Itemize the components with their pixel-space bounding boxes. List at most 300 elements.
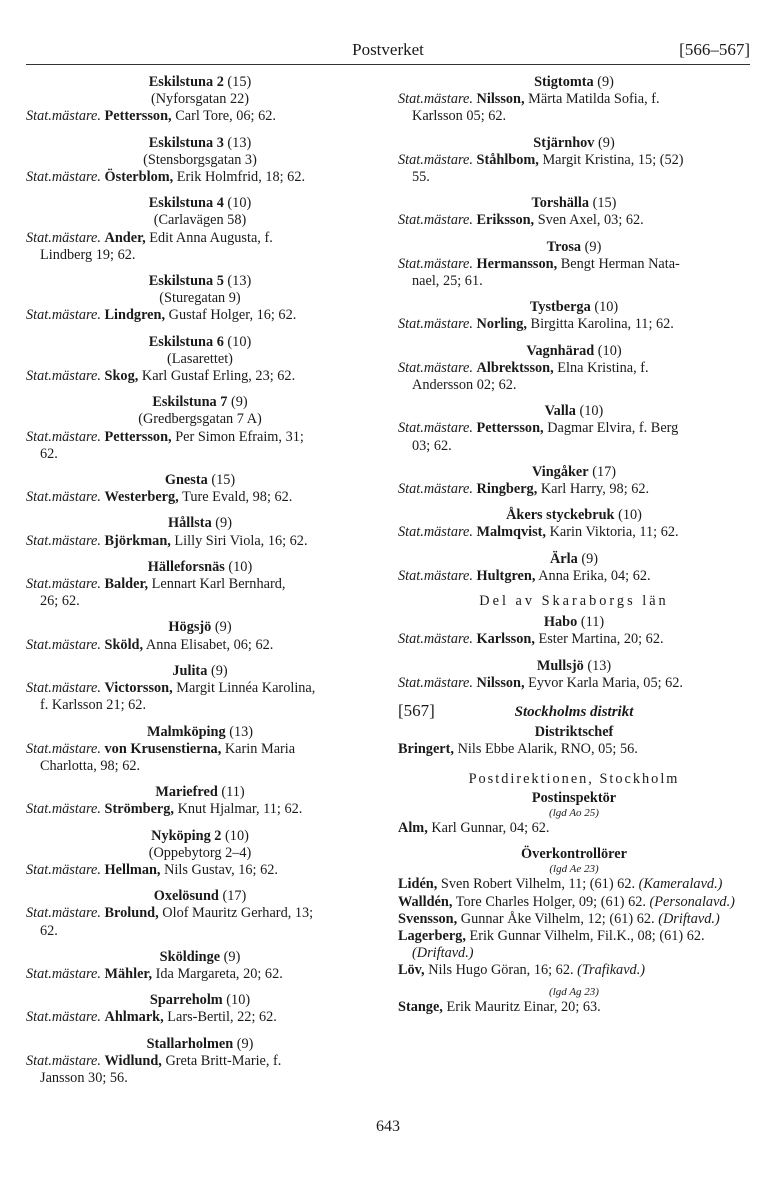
station-entry [26, 1036, 374, 1088]
spacer [26, 264, 374, 273]
station-grade-number: (9) [598, 134, 615, 151]
station-entry [26, 472, 374, 506]
staff-line [26, 533, 374, 550]
station-name: Habo [543, 614, 578, 631]
spacer [398, 394, 750, 403]
person-surname: Svensson, [398, 910, 458, 927]
station-name: Stjärnhov [533, 134, 595, 151]
staff-details: Ture Evald, 98; 62. [182, 489, 293, 506]
postinspektor-entry [398, 820, 750, 837]
running-title: Postverket [352, 40, 424, 59]
station-entry [398, 614, 750, 648]
station-heading [26, 559, 374, 576]
right-column [398, 74, 750, 1016]
staff-title: Stat.mästare. [398, 212, 473, 229]
left-column [26, 74, 374, 1087]
staff-surname: Eriksson, [476, 212, 535, 229]
spacer [398, 649, 750, 658]
staff-details: Knut Hjalmar, 11; 62. [177, 801, 303, 818]
station-entry [26, 724, 374, 776]
station-grade-number: (10) [618, 507, 642, 524]
staff-details: Anna Elisabet, 06; 62. [145, 636, 274, 653]
station-entry [26, 949, 374, 983]
spacer [398, 186, 750, 195]
station-name: Sköldinge [159, 948, 221, 965]
staff-surname: Ringberg, [476, 481, 538, 498]
staff-surname: Ander, [104, 229, 146, 246]
station-grade-number: (10) [228, 558, 253, 575]
station-name: Eskilstuna 7 [152, 394, 228, 411]
staff-title: Stat.mästare. [26, 169, 101, 186]
postinspektor-grade: (lgd Ao 25) [549, 806, 599, 819]
person-details: Erik Mauritz Einar, 20; 63. [446, 998, 601, 1015]
station-name: Stallarholmen [146, 1035, 234, 1052]
staff-details: Lilly Siri Viola, 16; 62. [174, 532, 308, 549]
spacer [26, 385, 374, 394]
station-heading [398, 464, 750, 481]
staff-title: Stat.mästare. [26, 965, 101, 982]
staff-surname: von Krusenstierna, [104, 740, 222, 757]
station-heading [26, 74, 374, 91]
staff-line [398, 316, 750, 333]
station-heading [398, 343, 750, 360]
station-grade-number: (13) [229, 723, 254, 740]
staff-details: Dagmar Elvira, f. Berg [547, 420, 679, 437]
person-surname: Walldén, [398, 893, 453, 910]
station-heading [26, 394, 374, 411]
overkontrollorer-role: Överkontrollörer [521, 846, 627, 863]
station-heading [26, 135, 374, 152]
person-details: Sven Robert Vilhelm, 11; (61) 62. [440, 876, 636, 893]
county-heading: Del av Skaraborgs län [479, 593, 669, 610]
spacer [398, 290, 750, 299]
person-department: (Driftavd.) [412, 945, 474, 962]
station-heading [398, 507, 750, 524]
station-heading [26, 472, 374, 489]
spacer [26, 463, 374, 472]
staff-details: Eyvor Karla Maria, 05; 62. [528, 674, 684, 691]
station-entry [398, 195, 750, 229]
staff-line [26, 169, 374, 186]
person-surname: Bringert, [398, 741, 454, 758]
staff-title: Stat.mästare. [26, 489, 101, 506]
station-heading [26, 888, 374, 905]
staff-details: Ida Margareta, 20; 62. [155, 965, 283, 982]
spacer [26, 654, 374, 663]
person-details: Erik Gunnar Vilhelm, Fil.K., 08; (61) 62. [469, 927, 705, 944]
staff-surname: Nilsson, [476, 674, 525, 691]
staff-line [398, 360, 750, 377]
station-address: (Lasarettet) [167, 350, 233, 367]
station-grade-number: (15) [211, 472, 236, 489]
station-name: Ärla [549, 550, 578, 567]
station-entry [398, 299, 750, 333]
station-heading [26, 195, 374, 212]
person-surname: Alm, [398, 819, 428, 836]
station-entry [398, 343, 750, 395]
station-name: Gnesta [164, 472, 208, 489]
staff-line [398, 524, 750, 541]
station-address: (Sturegatan 9) [159, 290, 241, 307]
staff-surname: Balder, [104, 576, 149, 593]
station-name: Sparreholm [149, 992, 223, 1009]
staff-details: Per Simon Efraim, 31; [175, 428, 304, 445]
staff-line-continued: Karlsson 05; 62. [412, 108, 507, 125]
staff-surname: Hultgren, [476, 567, 536, 584]
staff-details: Karin Viktoria, 11; 62. [549, 524, 679, 541]
spacer [398, 542, 750, 551]
staff-details: Anna Erika, 04; 62. [538, 567, 651, 584]
staff-line-continued: Andersson 02; 62. [412, 377, 517, 394]
staff-line-continued: 62. [40, 445, 58, 462]
staff-line [26, 680, 374, 697]
station-heading [398, 658, 750, 675]
station-entry [26, 74, 374, 126]
staff-surname: Westerberg, [104, 489, 179, 506]
staff-title: Stat.mästare. [398, 567, 473, 584]
staff-details: Märta Matilda Sofia, f. [528, 91, 660, 108]
office-heading: Postdirektionen, Stockholm [468, 770, 680, 787]
staff-line [398, 675, 750, 692]
staff-details: Birgitta Karolina, 11; 62. [530, 316, 674, 333]
staff-line [26, 368, 374, 385]
spacer [26, 506, 374, 515]
staff-details: Bengt Herman Nata- [560, 255, 680, 272]
station-name: Hållsta [168, 515, 212, 532]
station-heading [26, 619, 374, 636]
staff-details: Edit Anna Augusta, f. [149, 229, 273, 246]
staff-details: Gustaf Holger, 16; 62. [168, 307, 297, 324]
station-entry [26, 559, 374, 611]
station-name: Vagnhärad [526, 342, 595, 359]
staff-line [26, 307, 374, 324]
spacer [26, 610, 374, 619]
staff-line [26, 741, 374, 758]
staff-line-continued: 62. [40, 922, 58, 939]
header-rule [26, 64, 750, 65]
station-name: Trosa [546, 238, 582, 255]
station-heading [26, 949, 374, 966]
staff-line [398, 481, 750, 498]
staff-details: Ester Martina, 20; 62. [538, 631, 664, 648]
station-address: (Oppebytorg 2–4) [148, 844, 252, 861]
staff-line [26, 905, 374, 922]
station-entry [398, 464, 750, 498]
staff-surname: Norling, [476, 316, 527, 333]
station-entry [26, 619, 374, 653]
station-name: Vingåker [531, 463, 589, 480]
station-heading [26, 784, 374, 801]
staff-title: Stat.mästare. [26, 680, 101, 697]
spacer [26, 325, 374, 334]
station-name: Julita [172, 662, 208, 679]
station-entry [26, 334, 374, 386]
staff-details: Nils Gustav, 16; 62. [164, 861, 278, 878]
person-details: Nils Hugo Göran, 16; 62. [428, 962, 574, 979]
person-department: (Personalavd.) [649, 893, 735, 910]
staff-surname: Victorsson, [104, 680, 173, 697]
station-heading [398, 239, 750, 256]
staff-details: Margit Linnéa Karolina, [176, 680, 316, 697]
station-grade-number: (10) [227, 195, 252, 212]
staff-title: Stat.mästare. [398, 255, 473, 272]
station-entry [398, 403, 750, 455]
staff-surname: Österblom, [104, 169, 174, 186]
station-name: Eskilstuna 6 [148, 333, 224, 350]
staff-title: Stat.mästare. [26, 740, 101, 757]
staff-surname: Skog, [104, 368, 139, 385]
staff-title: Stat.mästare. [26, 576, 101, 593]
staff-surname: Ahlmark, [104, 1009, 164, 1026]
spacer [26, 1027, 374, 1036]
staff-surname: Mähler, [104, 965, 153, 982]
staff-line-continued: nael, 25; 61. [412, 273, 483, 290]
staff-details: Karl Harry, 98; 62. [540, 481, 650, 498]
station-grade-number: (15) [227, 74, 252, 90]
overkontrollorer-grade: (lgd Ae 23) [549, 863, 599, 876]
staff-line-continued: f. Karlsson 21; 62. [40, 697, 147, 714]
staff-details: Sven Axel, 03; 62. [537, 212, 644, 229]
distriktschef-entry [398, 741, 750, 758]
station-grade-number: (9) [215, 515, 232, 532]
staff-title: Stat.mästare. [26, 229, 101, 246]
station-heading [26, 515, 374, 532]
station-name: Eskilstuna 5 [148, 273, 224, 290]
spacer [398, 455, 750, 464]
staff-surname: Lindgren, [104, 307, 166, 324]
station-name: Högsjö [168, 619, 212, 636]
staff-title: Stat.mästare. [398, 359, 473, 376]
staff-details: Karin Maria [224, 740, 296, 757]
station-grade-number: (9) [584, 238, 602, 255]
staff-line [398, 152, 750, 169]
station-grade-number: (10) [579, 403, 604, 420]
station-heading [26, 334, 374, 351]
station-grade-number: (9) [214, 619, 232, 636]
station-grade-number: (10) [594, 299, 619, 316]
station-heading [398, 403, 750, 420]
staff-line [398, 256, 750, 273]
station-name: Eskilstuna 3 [148, 134, 224, 151]
station-name: Mariefred [155, 784, 218, 801]
county-entries [398, 614, 750, 692]
staff-details: Lennart Karl Bernhard, [151, 576, 286, 593]
staff-line [398, 91, 750, 108]
staff-surname: Pettersson, [104, 108, 172, 125]
inspector-entry [398, 911, 750, 928]
station-entry [26, 135, 374, 187]
staff-surname: Ståhlbom, [476, 151, 539, 168]
staff-details: Carl Tore, 06; 62. [175, 108, 276, 125]
station-entry [26, 992, 374, 1026]
inspector-entry [398, 894, 750, 911]
staff-title: Stat.mästare. [26, 801, 101, 818]
station-grade-number: (10) [226, 992, 251, 1009]
station-grade-number: (13) [587, 657, 612, 674]
station-entry [26, 273, 374, 325]
station-entry [398, 551, 750, 585]
station-address: (Gredbergsgatan 7 A) [138, 411, 262, 428]
distriktschef-role: Distriktschef [534, 724, 614, 741]
staff-title: Stat.mästare. [26, 861, 101, 878]
staff-line [398, 568, 750, 585]
staff-details: Karl Gustaf Erling, 23; 62. [141, 368, 296, 385]
staff-line-continued: Lindberg 19; 62. [40, 246, 136, 263]
station-grade-number: (10) [597, 342, 622, 359]
station-entry [26, 195, 374, 264]
staff-line [398, 420, 750, 437]
station-entry [26, 394, 374, 463]
staff-title: Stat.mästare. [26, 905, 101, 922]
spacer [26, 715, 374, 724]
station-entry [398, 239, 750, 291]
spacer [26, 940, 374, 949]
staff-line [26, 1009, 374, 1026]
spacer [398, 126, 750, 135]
staff-title: Stat.mästare. [398, 524, 473, 541]
station-entry [398, 135, 750, 187]
station-heading [26, 724, 374, 741]
station-grade-number: (13) [227, 134, 252, 151]
station-entry [26, 663, 374, 715]
last-person-entry [398, 999, 750, 1016]
station-grade-number: (15) [592, 195, 617, 212]
spacer [398, 334, 750, 343]
staff-line [26, 429, 374, 446]
person-surname: Lagerberg, [398, 927, 466, 944]
station-grade-number: (9) [581, 550, 599, 567]
staff-details: Greta Britt-Marie, f. [165, 1052, 282, 1069]
station-grade-number: (9) [210, 662, 228, 679]
station-grade-number: (9) [236, 1035, 254, 1052]
staff-surname: Malmqvist, [476, 524, 547, 541]
staff-details: Olof Mauritz Gerhard, 13; [162, 905, 314, 922]
station-heading [398, 299, 750, 316]
person-department: (Kameralavd.) [638, 876, 723, 893]
person-department: (Driftavd.) [658, 910, 720, 927]
staff-title: Stat.mästare. [398, 91, 473, 108]
staff-details: Elna Kristina, f. [557, 359, 649, 376]
district-name: Stockholms distrikt [514, 704, 634, 721]
spacer [26, 126, 374, 135]
staff-title: Stat.mästare. [398, 151, 473, 168]
staff-line [26, 108, 374, 125]
spacer [26, 186, 374, 195]
staff-surname: Hellman, [104, 861, 161, 878]
spacer [398, 837, 750, 846]
staff-surname: Pettersson, [104, 428, 172, 445]
staff-surname: Pettersson, [476, 420, 544, 437]
staff-line [26, 489, 374, 506]
station-heading [26, 828, 374, 845]
person-details: Tore Charles Holger, 09; (61) 62. [455, 893, 646, 910]
station-heading [398, 551, 750, 568]
station-grade-number: (9) [597, 74, 614, 90]
station-entry [398, 507, 750, 541]
staff-surname: Björkman, [104, 532, 171, 549]
station-heading [26, 273, 374, 290]
staff-line [26, 801, 374, 818]
station-heading [398, 195, 750, 212]
station-grade-number: (17) [592, 463, 617, 480]
postinspektor-role: Postinspektör [531, 789, 617, 806]
staff-line [26, 230, 374, 247]
spacer [26, 983, 374, 992]
staff-title: Stat.mästare. [398, 631, 473, 648]
staff-surname: Strömberg, [104, 801, 174, 818]
station-name: Mullsjö [536, 657, 584, 674]
station-address: (Stensborgsgatan 3) [143, 151, 257, 168]
staff-details: Margit Kristina, 15; (52) [542, 151, 684, 168]
staff-surname: Hermansson, [476, 255, 558, 272]
station-entry [398, 658, 750, 692]
staff-line [26, 576, 374, 593]
staff-title: Stat.mästare. [398, 420, 473, 437]
staff-title: Stat.mästare. [26, 636, 101, 653]
staff-surname: Nilsson, [476, 91, 525, 108]
person-details: Karl Gunnar, 04; 62. [431, 819, 550, 836]
staff-surname: Albrektsson, [476, 359, 554, 376]
staff-line [26, 637, 374, 654]
station-heading [26, 663, 374, 680]
staff-line-continued: 26; 62. [40, 593, 80, 610]
staff-line [26, 862, 374, 879]
station-name: Torshälla [531, 195, 590, 212]
station-address: (Carlavägen 58) [153, 212, 247, 229]
overkontrollorer-list [398, 876, 750, 979]
station-entry [26, 828, 374, 880]
station-entry [26, 784, 374, 818]
staff-line [398, 631, 750, 648]
spacer [398, 230, 750, 239]
station-name: Åkers styckebruk [506, 507, 615, 524]
station-entry [26, 888, 374, 940]
station-grade-number: (10) [225, 827, 249, 844]
district-page-ref: [567] [398, 701, 435, 721]
station-heading [26, 992, 374, 1009]
person-department: (Trafikavd.) [577, 962, 646, 979]
station-name: Nyköping 2 [151, 827, 222, 844]
staff-title: Stat.mästare. [398, 481, 473, 498]
staff-surname: Karlsson, [476, 631, 535, 648]
station-grade-number: (11) [221, 784, 245, 801]
station-heading [398, 135, 750, 152]
station-grade-number: (9) [223, 948, 241, 965]
staff-line-continued: 55. [412, 169, 430, 186]
station-grade-number: (10) [227, 333, 252, 350]
staff-line-continued: Charlotta, 98; 62. [40, 757, 141, 774]
station-grade-number: (9) [231, 394, 248, 411]
person-surname: Löv, [398, 962, 425, 979]
station-name: Valla [544, 403, 576, 420]
station-entry [398, 74, 750, 126]
person-details: Nils Ebbe Alarik, RNO, 05; 56. [457, 741, 638, 758]
staff-surname: Widlund, [104, 1052, 162, 1069]
spacer [26, 775, 374, 784]
station-heading [398, 614, 750, 631]
station-name: Eskilstuna 4 [148, 195, 224, 212]
station-name: Stigtomta [534, 74, 594, 90]
station-name: Malmköping [146, 723, 226, 740]
district-heading [398, 702, 750, 724]
second-grade: (lgd Ag 23) [549, 985, 599, 998]
staff-line [26, 1053, 374, 1070]
station-name: Eskilstuna 2 [148, 74, 224, 90]
inspector-entry [398, 962, 750, 979]
spacer [26, 879, 374, 888]
staff-title: Stat.mästare. [26, 1052, 101, 1069]
station-heading [26, 1036, 374, 1053]
